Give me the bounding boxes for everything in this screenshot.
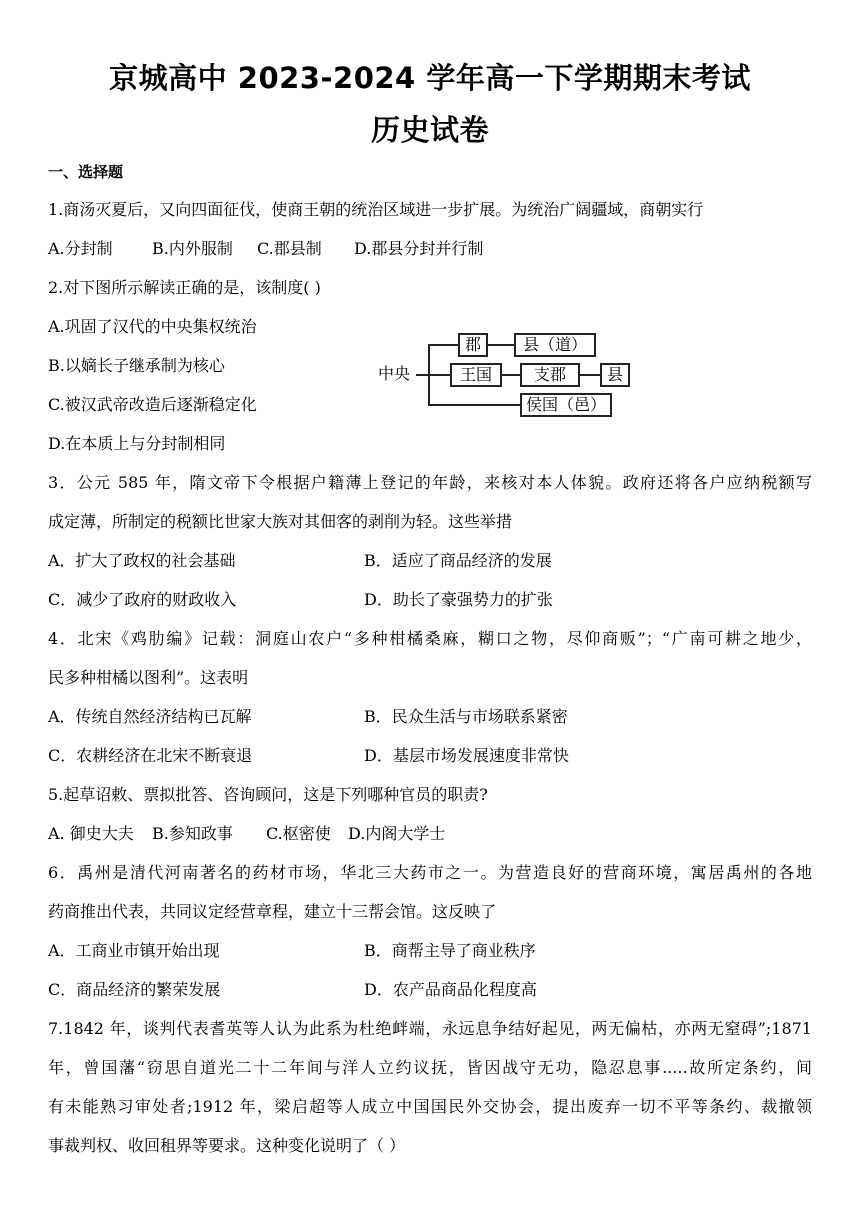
q5-option-b: B.参知政事 xyxy=(152,824,233,843)
q1-option-d: D.郡县分封并行制 xyxy=(354,239,484,258)
question-7-stem-line2: 年，曾国藩“窃思自道光二十二年间与洋人立约议抚，皆因战守无功，隐忍息事.....故所定条约，间 xyxy=(48,1058,812,1077)
question-7-stem-line4: 事裁判权、收回租界等要求。这种变化说明了（ ） xyxy=(48,1136,406,1155)
exam-title: 京城高中 2023-2024 学年高一下学期期末考试 xyxy=(109,61,751,95)
diagram-box-xian-dao: 县（道） xyxy=(514,333,596,357)
diagram-box-xian: 县 xyxy=(600,363,630,387)
q5-option-c: C.枢密使 xyxy=(266,824,331,843)
q5-option-d: D.内阁大学士 xyxy=(348,824,446,843)
diagram-box-zhijun: 支郡 xyxy=(520,363,580,387)
q1-option-a: A.分封制 xyxy=(48,239,113,258)
section-heading: 一、选择题 xyxy=(48,163,124,181)
exam-subtitle: 历史试卷 xyxy=(370,113,489,147)
q3-option-a: A．扩大了政权的社会基础 xyxy=(48,551,236,570)
question-5-stem: 5.起草诏敕、票拟批答、咨询顾问，这是下列哪种官员的职责? xyxy=(48,785,488,804)
connector-line xyxy=(428,374,450,376)
q6-option-a: A．工商业市镇开始出现 xyxy=(48,941,220,960)
connector-line xyxy=(488,344,514,346)
q4-option-b: B．民众生活与市场联系紧密 xyxy=(364,707,568,726)
question-6-stem-line1: 6．禹州是清代河南著名的药材市场，华北三大药市之一。为营造良好的营商环境，寓居禹州的各地 xyxy=(48,863,812,882)
q2-option-a: A.巩固了汉代的中央集权统治 xyxy=(48,317,257,336)
q4-option-d: D．基层市场发展速度非常快 xyxy=(364,746,569,765)
question-3-stem-line2: 成定薄，所制定的税额比世家大族对其佃客的剥削为轻。这些举措 xyxy=(48,512,513,531)
diagram-box-jun: 郡 xyxy=(458,333,488,357)
diagram-center-label: 中央 xyxy=(378,364,411,383)
q2-option-c: C.被汉武帝改造后逐渐稳定化 xyxy=(48,395,257,414)
q1-option-c: C.郡县制 xyxy=(257,239,322,258)
connector-line xyxy=(416,374,428,376)
question-4-stem-line2: 民多种柑橘以图利”。这表明 xyxy=(48,668,249,687)
q6-option-c: C．商品经济的繁荣发展 xyxy=(48,980,221,999)
q3-option-d: D．助长了豪强势力的扩张 xyxy=(364,590,553,609)
q2-option-b: B.以嫡长子继承制为核心 xyxy=(48,356,225,375)
diagram-box-houguo: 侯国（邑） xyxy=(520,393,612,417)
question-7-stem-line1: 7.1842 年，谈判代表耆英等人认为此系为杜绝衅端，永远息争结好起见，两无偏枯，亦两无窒碍”;1871 xyxy=(48,1019,812,1038)
q3-option-b: B．适应了商品经济的发展 xyxy=(364,551,552,570)
q3-option-c: C．减少了政府的财政收入 xyxy=(48,590,237,609)
question-3-stem-line1: 3．公元 585 年，隋文帝下令根据户籍薄上登记的年龄，来核对本人体貌。政府还将各户应纳税额写 xyxy=(48,473,812,492)
question-2-stem: 2.对下图所示解读正确的是，该制度( ) xyxy=(48,278,321,297)
connector-line xyxy=(580,374,600,376)
q2-option-d: D.在本质上与分封制相同 xyxy=(48,434,226,453)
q4-option-c: C．农耕经济在北宋不断衰退 xyxy=(48,746,253,765)
administrative-structure-diagram xyxy=(368,324,648,422)
question-4-stem-line1: 4．北宋《鸡肋编》记载：洞庭山农户“多种柑橘桑麻，糊口之物，尽仰商贩”；“广南可耕之地少， xyxy=(48,629,812,648)
diagram-box-wangguo: 王国 xyxy=(450,363,502,387)
question-7-stem-line3: 有未能熟习审处者;1912 年，梁启超等人成立中国国民外交协会，提出废弃一切不平等条约、裁撤领 xyxy=(48,1097,812,1116)
q1-option-b: B.内外服制 xyxy=(152,239,233,258)
question-1-stem: 1.商汤灭夏后，又向四面征伐，使商王朝的统治区域进一步扩展。为统治广阔疆域，商朝实行 xyxy=(48,200,704,219)
q5-option-a: A. 御史大夫 xyxy=(48,824,134,843)
q4-option-a: A．传统自然经济结构已瓦解 xyxy=(48,707,252,726)
question-6-stem-line2: 药商推出代表，共同议定经营章程，建立十三帮会馆。这反映了 xyxy=(48,902,497,921)
connector-line xyxy=(502,374,520,376)
q6-option-b: B．商帮主导了商业秩序 xyxy=(364,941,536,960)
q6-option-d: D．农产品商品化程度高 xyxy=(364,980,537,999)
connector-line xyxy=(428,344,458,346)
